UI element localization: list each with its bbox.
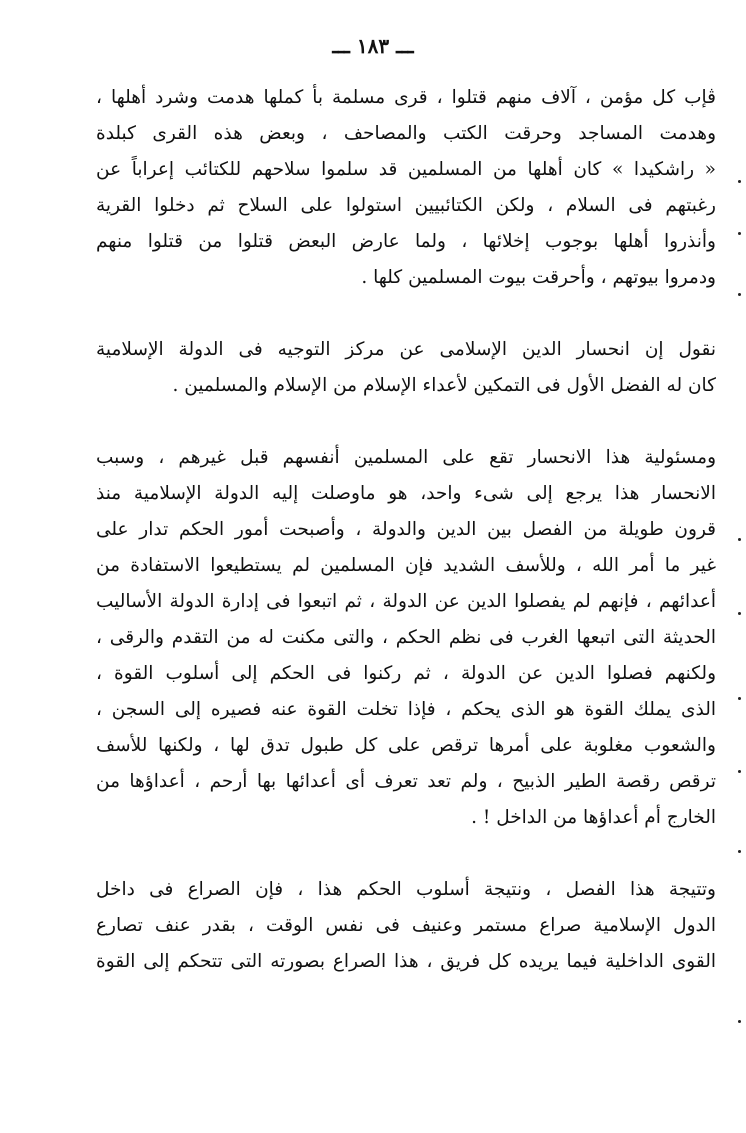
- paragraph-3: [96, 440, 716, 836]
- paragraph-2: [96, 332, 716, 404]
- text-line: ولكنهم فصلوا الدين عن الدولة ، ثم ركنوا فى الحكم إلى أسلوب القوة ،: [96, 663, 716, 684]
- text-line: ودمروا بيوتهم ، وأحرقت بيوت المسلمين كلها .: [361, 267, 716, 288]
- page-number-dash-right: ـــ: [396, 34, 414, 58]
- text-line: ترقص رقصة الطير الذبيح ، ولم تعد تعرف أى أعدائها بها أرحم ، أعداؤها من: [96, 771, 716, 792]
- scan-speck: [738, 770, 741, 773]
- text-line: ڤإب كل مؤمن ، آلاف منهم قتلوا ، قرى مسلمة بأ كملها هدمت وشرد أهلها ،: [96, 87, 716, 108]
- text-line: وتتيجة هذا الفصل ، ونتيجة أسلوب الحكم هذا ، فإن الصراع فى داخل: [96, 879, 716, 900]
- page-number-value: ١٨٣: [356, 34, 390, 58]
- text-line: قرون طويلة من الفصل بين الدين والدولة ، وأصبحت أمور الحكم تدار على: [96, 519, 716, 540]
- page-number-dash-left: ـــ: [332, 34, 350, 58]
- paragraph-gap: [96, 296, 716, 332]
- text-line: والشعوب مغلوبة على أمرها ترقص على كل طبول تدق لها ، ولكنها للأسف: [96, 735, 716, 756]
- paragraph-gap: [96, 404, 716, 440]
- paragraph-gap: [96, 836, 716, 872]
- scan-speck: [738, 612, 741, 615]
- text-line: الخارج أم أعداؤها من الداخل ! .: [471, 807, 716, 828]
- page-content: [96, 80, 716, 980]
- text-line: أعدائهم ، فإنهم لم يفصلوا الدين عن الدولة ، ثم اتبعوا فى إدارة الدولة الأساليب: [96, 591, 716, 612]
- text-line: القوى الداخلية فيما يريده كل فريق ، هذا الصراع بصورته التى تتحكم إلى القوة: [96, 951, 716, 972]
- text-line: الدول الإسلامية صراع مستمر وعنيف فى نفس الوقت ، بقدر عنف تصارع: [96, 915, 716, 936]
- paragraph-1: [96, 80, 716, 296]
- scan-speck: [738, 180, 741, 183]
- text-line: وهدمت المساجد وحرقت الكتب والمصاحف ، وبعض هذه القرى كبلدة: [96, 123, 716, 144]
- scan-speck: [738, 850, 741, 853]
- scan-speck: [738, 293, 741, 296]
- text-line: « راشكيدا » كان أهلها من المسلمين قد سلموا سلاحهم للكتائب إعراباً عن: [96, 159, 716, 180]
- scan-speck: [738, 232, 741, 235]
- scan-speck: [738, 697, 741, 700]
- page-number: [0, 34, 746, 58]
- text-line: الذى يملك القوة هو الذى يحكم ، فإذا تخلت القوة عنه فصيره إلى السجن ،: [96, 699, 716, 720]
- scan-speck: [738, 1020, 741, 1023]
- text-line: وأنذروا أهلها بوجوب إخلائها ، ولما عارض البعض قتلوا من قتلوا منهم: [96, 231, 716, 252]
- text-line: الانحسار هذا يرجع إلى شىء واحد، هو ماوصلت إليه الدولة الإسلامية منذ: [96, 483, 716, 504]
- text-line: نقول إن انحسار الدين الإسلامى عن مركز التوجيه فى الدولة الإسلامية: [96, 339, 716, 360]
- text-line: ومسئولية هذا الانحسار تقع على المسلمين أنفسهم قبل غيرهم ، وسبب: [96, 447, 716, 468]
- text-line: غير ما أمر الله ، وللأسف الشديد فإن المسلمين لم يستطيعوا الاستفادة من: [96, 555, 716, 576]
- text-line: الحديثة التى اتبعها الغرب فى نظم الحكم ، والتى مكنت له من التقدم والرقى ،: [96, 627, 716, 648]
- text-line: كان له الفضل الأول فى التمكين لأعداء الإسلام من الإسلام والمسلمين .: [172, 375, 716, 396]
- scan-speck: [738, 538, 741, 541]
- paragraph-4: [96, 872, 716, 980]
- text-line: رغبتهم فى السلام ، ولكن الكتائبيين استولوا على السلاح ثم دخلوا القرية: [96, 195, 716, 216]
